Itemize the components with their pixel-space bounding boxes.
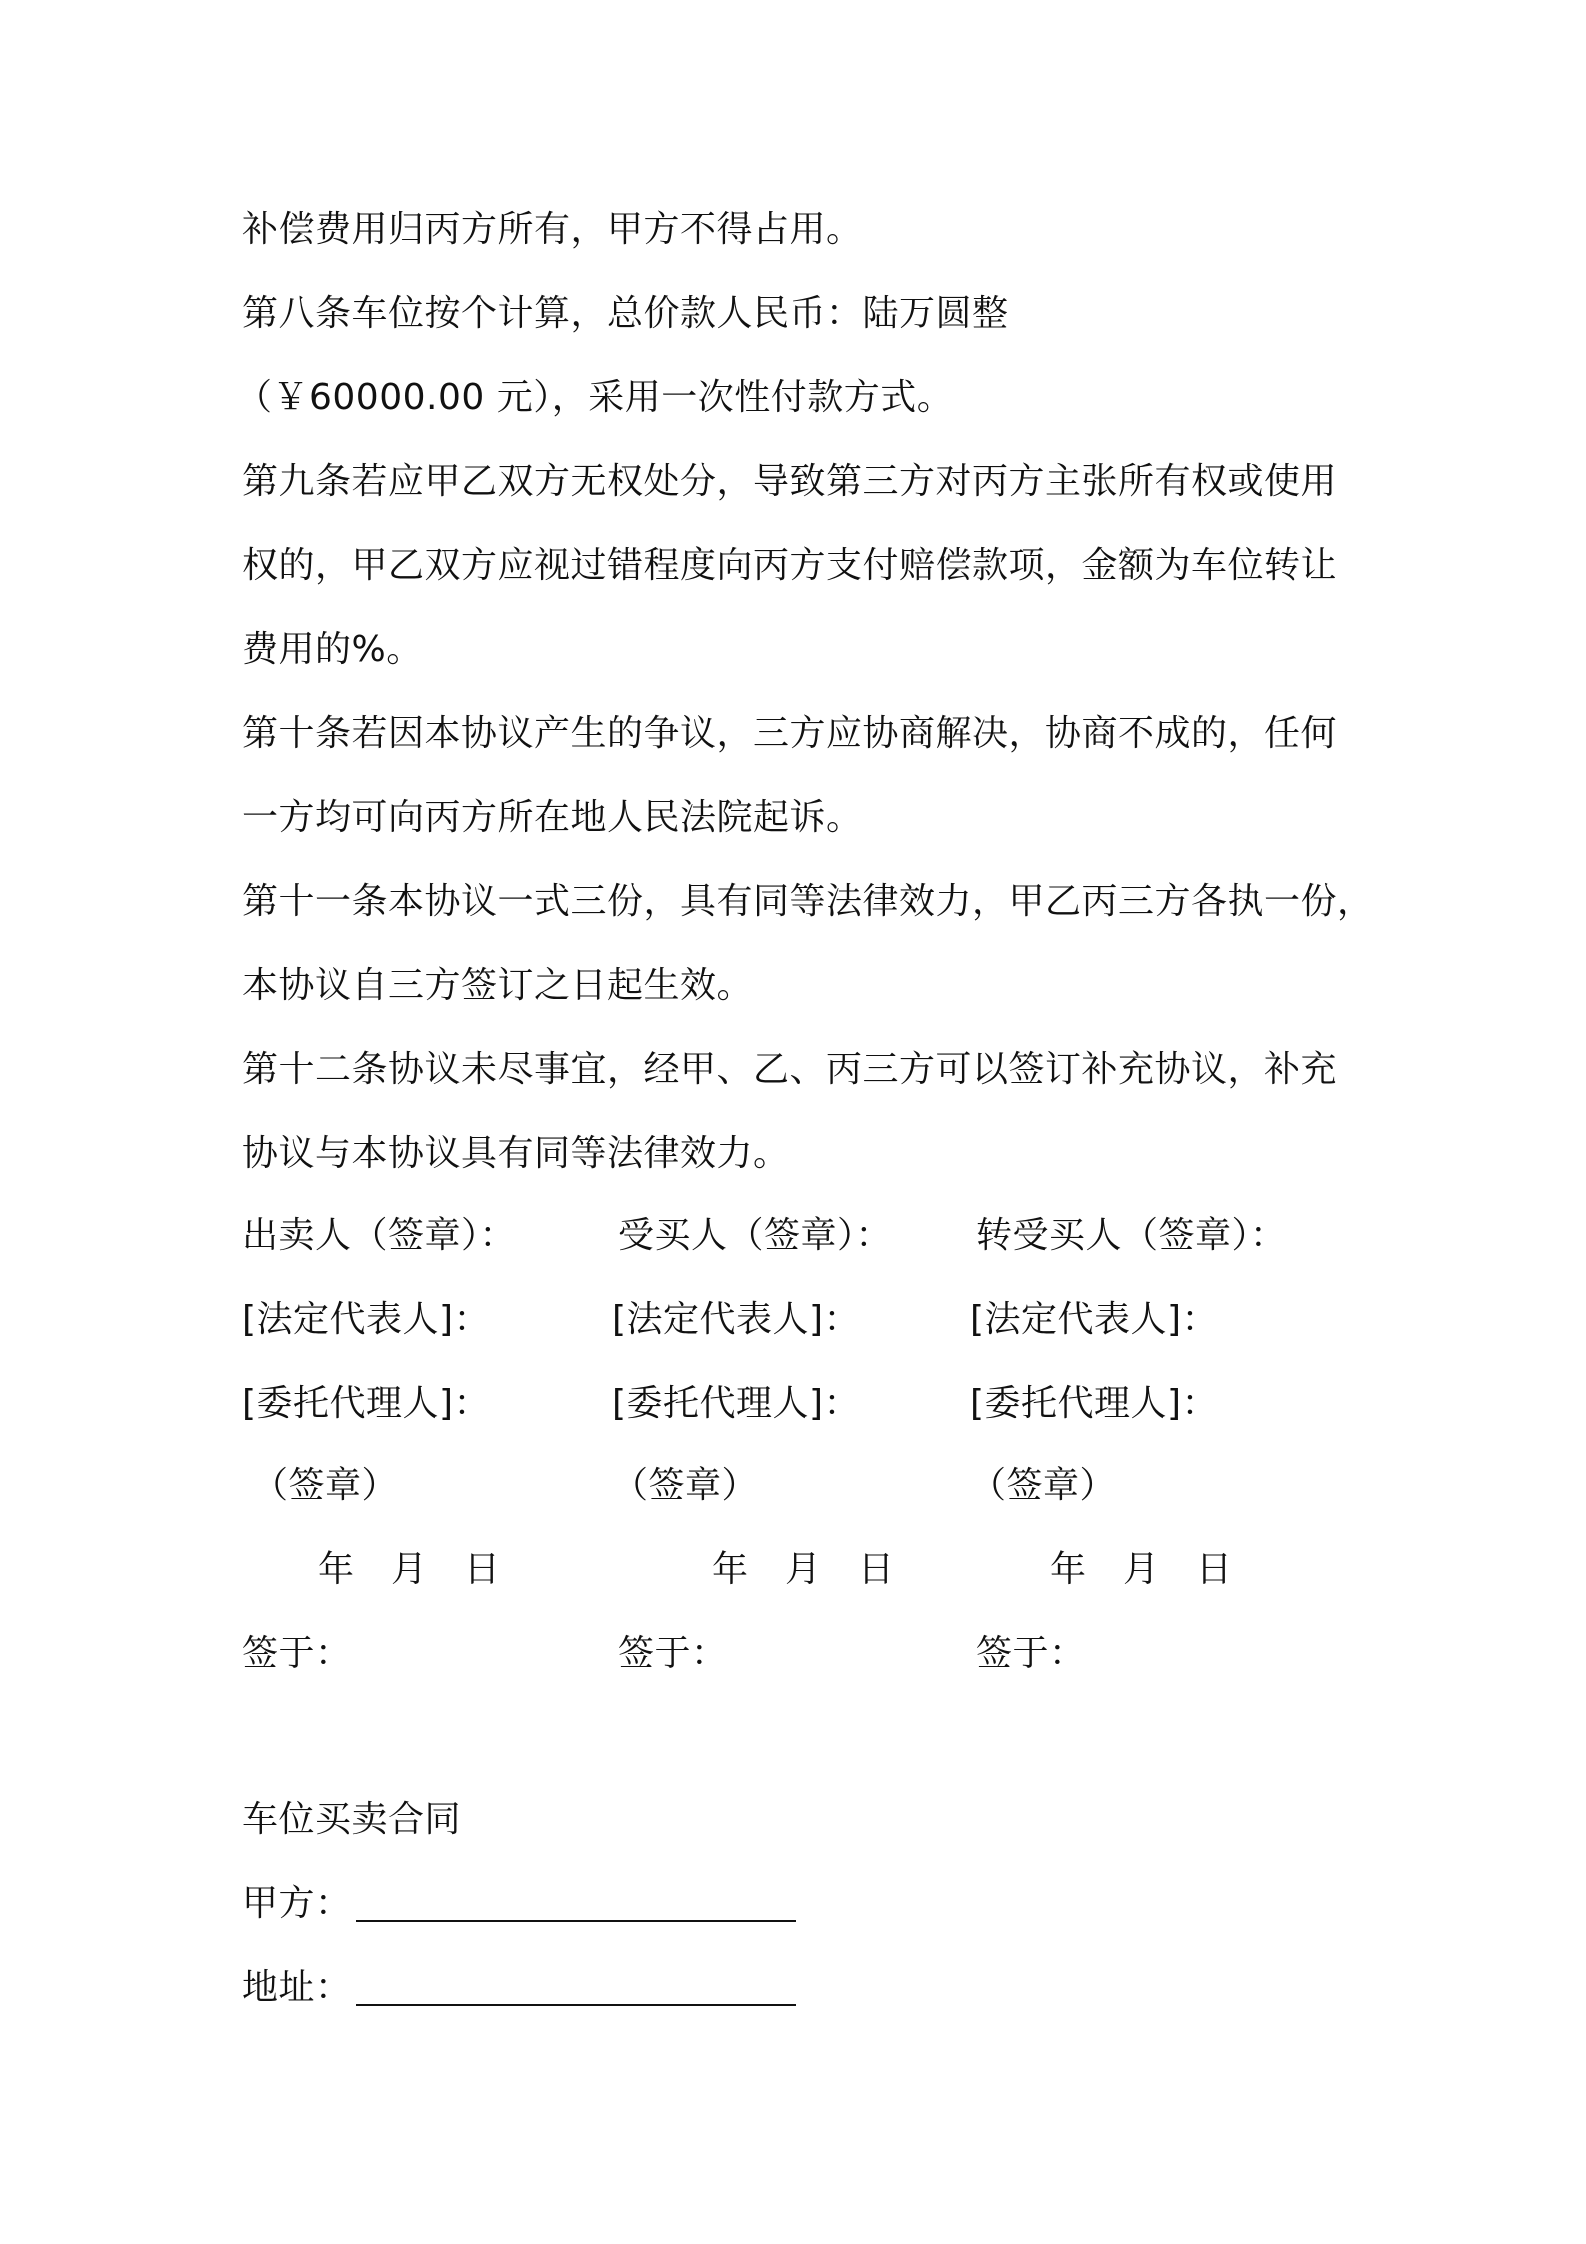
buyer-role: 受买人（签章）：: [618, 1215, 893, 1256]
article-11-line-1: 第十一条本协议一式三份，具有同等法律效力，甲乙丙三方各执一份，: [242, 881, 1374, 922]
transferee-role: 转受买人（签章）：: [976, 1215, 1287, 1256]
address-blank[interactable]: [356, 2004, 796, 2006]
buyer-signed-at: 签于：: [618, 1633, 728, 1674]
article-8-line-2: （￥60000.00 元），采用一次性付款方式。: [236, 377, 954, 418]
seller-role: 出卖人（签章）：: [242, 1215, 517, 1256]
seller-legal-rep: [法定代表人]：: [242, 1299, 491, 1340]
address-label: 地址：: [242, 1967, 352, 2008]
article-10-line-1: 第十条若因本协议产生的争议，三方应协商解决，协商不成的，任何: [242, 713, 1338, 754]
buyer-date: 年 月 日: [712, 1549, 895, 1590]
paragraph-line: 补偿费用归丙方所有，甲方不得占用。: [242, 209, 863, 250]
buyer-agent: [委托代理人]：: [612, 1383, 861, 1424]
seller-date: 年 月 日: [318, 1549, 501, 1590]
article-12-line-2: 协议与本协议具有同等法律效力。: [242, 1133, 790, 1174]
article-10-line-2: 一方均可向丙方所在地人民法院起诉。: [242, 797, 863, 838]
transferee-date: 年 月 日: [1050, 1549, 1233, 1590]
transferee-seal: （签章）: [970, 1465, 1117, 1506]
seller-signed-at: 签于：: [242, 1633, 352, 1674]
seller-seal: （签章）: [252, 1465, 399, 1506]
article-9-line-2: 权的，甲乙双方应视过错程度向丙方支付赔偿款项，金额为车位转让: [242, 545, 1338, 586]
seller-agent: [委托代理人]：: [242, 1383, 491, 1424]
article-11-line-2: 本协议自三方签订之日起生效。: [242, 965, 754, 1006]
transferee-legal-rep: [法定代表人]：: [970, 1299, 1219, 1340]
transferee-agent: [委托代理人]：: [970, 1383, 1219, 1424]
contract-title: 车位买卖合同: [242, 1799, 462, 1840]
buyer-seal: （签章）: [612, 1465, 759, 1506]
article-9-line-3: 费用的%。: [242, 629, 423, 670]
article-12-line-1: 第十二条协议未尽事宜，经甲、乙、丙三方可以签订补充协议，补充: [242, 1049, 1338, 1090]
buyer-legal-rep: [法定代表人]：: [612, 1299, 861, 1340]
article-8-line-1: 第八条车位按个计算，总价款人民币：陆万圆整: [242, 293, 1009, 334]
party-a-blank[interactable]: [356, 1920, 796, 1922]
party-a-label: 甲方：: [242, 1883, 352, 1924]
article-9-line-1: 第九条若应甲乙双方无权处分，导致第三方对丙方主张所有权或使用: [242, 461, 1338, 502]
transferee-signed-at: 签于：: [976, 1633, 1086, 1674]
